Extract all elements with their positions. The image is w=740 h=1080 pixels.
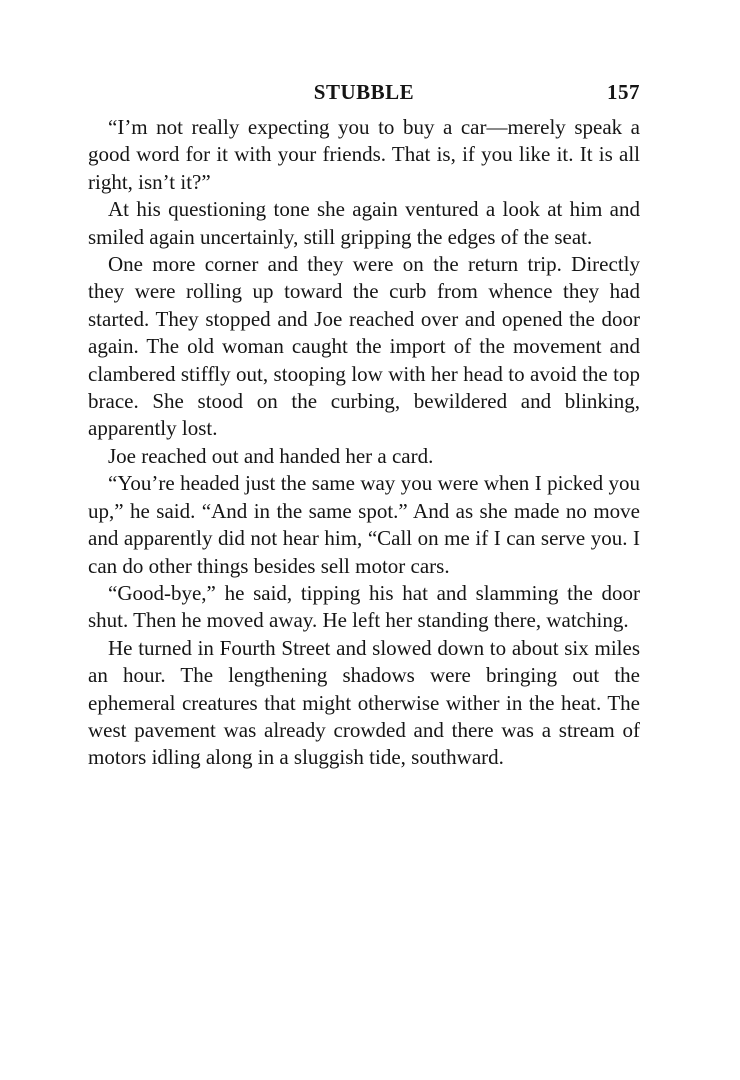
paragraph: At his questioning tone she again ventured a look at him and smiled again uncertainly, still gripping the edges of the seat. (88, 197, 640, 249)
paragraph: “Good-bye,” he said, tipping his hat and slamming the door shut. Then he moved away. He left her standing there, watching. (88, 580, 640, 633)
paragraph: “I’m not really expecting you to buy a car—merely speak a good word for it with your friends. That is, if you like it. It is all right, isn’t it?” (88, 115, 640, 194)
paragraph: One more corner and they were on the return trip. Directly they were rolling up toward the curb from whence they had started. They stopped and Joe reached over and opened the door again. The old woman caught the import of the movement and clambered stiffly out, stooping low with her head to avoid the top brace. She stood on the curbing, bewildered and blinking, apparently lost. (88, 252, 640, 441)
paragraph: Joe reached out and handed her a card. (108, 443, 434, 468)
body-text (88, 114, 640, 772)
book-page (88, 74, 640, 772)
running-head (88, 74, 640, 114)
page-number: 157 (607, 80, 640, 104)
paragraph: He turned in Fourth Street and slowed down to about six miles an hour. The lengthening shadows were bringing out the ephemeral creatures that might otherwise wither in the heat. The west pavement was already crowded and there was a stream of motors idling along in a sluggish tide, southward. (88, 635, 640, 770)
paragraph: “You’re headed just the same way you were when I picked you up,” he said. “And in the same spot.” And as she made no move and apparently did not hear him, “Call on me if I can serve you. I can do other things besides sell motor cars. (88, 471, 640, 578)
running-title: STUBBLE (313, 80, 415, 104)
